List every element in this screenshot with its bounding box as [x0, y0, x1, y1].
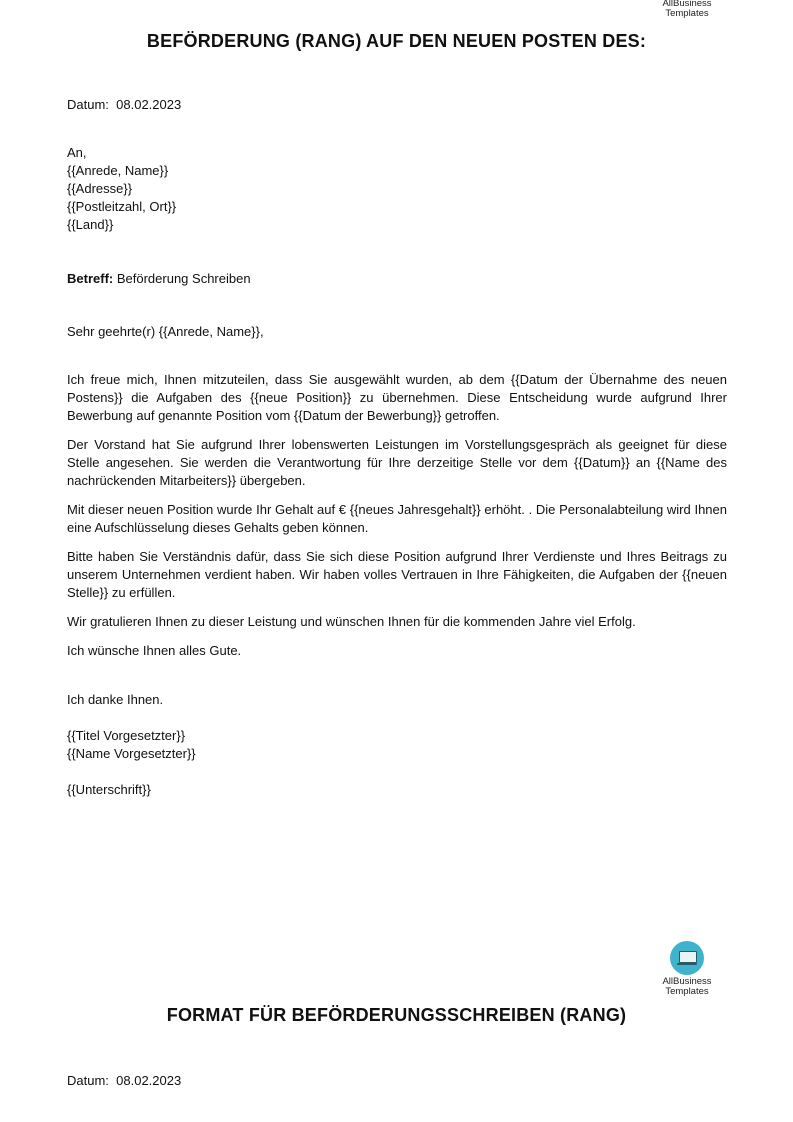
subject-value: Beförderung Schreiben [116, 271, 251, 286]
signature-placeholder: {{Unterschrift}} [67, 782, 151, 797]
format-title: FORMAT FÜR BEFÖRDERUNGSSCHREIBEN (RANG) [166, 1005, 627, 1025]
closing-line: Ich danke Ihnen. [67, 692, 164, 707]
supervisor-block [67, 727, 727, 763]
subject-label: Betreff: [67, 271, 114, 286]
body-paragraph: Mit dieser neuen Position wurde Ihr Gehalt auf € {{neues Jahresgehalt}} erhöht. . Die Personalabteilung wird Ihnen eine Aufschlüsselung dieses Gehalts geben können. [67, 502, 727, 535]
date-label: Datum: [67, 1073, 109, 1088]
recipient-address [67, 144, 727, 234]
address-zip-city: {{Postleitzahl, Ort}} [67, 199, 177, 214]
supervisor-name: {{Name Vorgesetzter}} [67, 746, 196, 761]
format-date [67, 1072, 727, 1090]
body-paragraph: Wir gratulieren Ihnen zu dieser Leistung und wünschen Ihnen für die kommenden Jahre viel Erfolg. [67, 614, 636, 629]
salutation: Sehr geehrte(r) {{Anrede, Name}}, [67, 324, 264, 339]
body-paragraph: Der Vorstand hat Sie aufgrund Ihrer lobenswerten Leistungen im Vorstellungsgespräch als geeignet für diese Stelle angesehen. Sie werden die Verantwortung für Ihre derzeitige Stelle vor dem {{Datum}} an {{Name des nachrückenden Mitarbeiters}} übergeben. [67, 437, 727, 488]
letter-date [67, 96, 727, 114]
address-name: {{Anrede, Name}} [67, 163, 169, 178]
letter-title: BEFÖRDERUNG (RANG) AUF DEN NEUEN POSTEN DES: [146, 31, 647, 51]
letter-body [67, 371, 727, 671]
laptop-icon [670, 941, 704, 975]
logo-line2: Templates [665, 986, 709, 997]
allbusiness-logo-top [652, 0, 722, 19]
logo-line1: AllBusiness [662, 976, 712, 987]
date-value: 08.02.2023 [116, 97, 182, 112]
supervisor-title: {{Titel Vorgesetzter}} [67, 728, 186, 743]
date-label: Datum: [67, 97, 109, 112]
body-paragraph: Ich freue mich, Ihnen mitzuteilen, dass Sie ausgewählt wurden, ab dem {{Datum der Übernahme des neuen Postens}} die Aufgaben des {{neue Position}} zu übernehmen. Diese Entscheidung wurde aufgrund Ihrer Bewerbung auf genannte Position vom {{Datum der Bewerbung}} getroffen. [67, 372, 727, 423]
address-to: An, [67, 145, 87, 160]
logo-line1: AllBusiness [662, 0, 712, 9]
body-paragraph: Bitte haben Sie Verständnis dafür, dass Sie sich diese Position aufgrund Ihrer Verdienste und Ihres Beitrags zu unserem Unternehmen verdient haben. Wir haben volles Vertrauen in Ihre Fähigkeiten, die Aufgaben der {{neuen Stelle}} zu erfüllen. [67, 549, 727, 600]
subject-line [67, 270, 727, 288]
body-paragraph: Ich wünsche Ihnen alles Gute. [67, 643, 242, 658]
date-value: 08.02.2023 [116, 1073, 182, 1088]
address-street: {{Adresse}} [67, 181, 133, 196]
address-country: {{Land}} [67, 217, 114, 232]
allbusiness-logo-bottom [652, 941, 722, 997]
logo-line2: Templates [665, 8, 709, 19]
